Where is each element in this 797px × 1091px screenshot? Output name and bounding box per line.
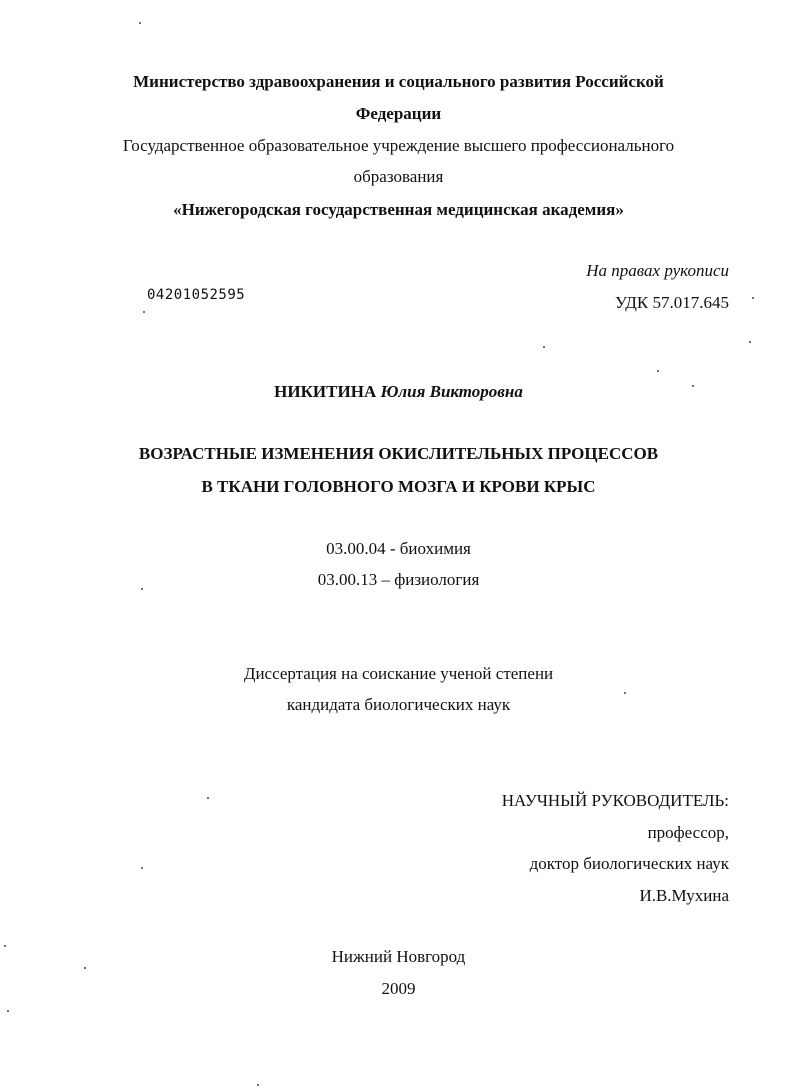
scan-speck — [139, 22, 141, 24]
author-surname: НИКИТИНА — [274, 382, 377, 401]
supervisor-position: профессор, — [647, 823, 729, 842]
city: Нижний Новгород — [331, 947, 466, 966]
ministry-line-1: Министерство здравоохранения и социального развития Российской — [133, 72, 664, 91]
scan-speck — [141, 867, 143, 869]
thesis-title-line-1: ВОЗРАСТНЫЕ ИЗМЕНЕНИЯ ОКИСЛИТЕЛЬНЫХ ПРОЦЕССОВ — [138, 444, 659, 463]
thesis-title-line-2: В ТКАНИ ГОЛОВНОГО МОЗГА И КРОВИ КРЫС — [201, 477, 596, 496]
scan-speck — [7, 1010, 9, 1012]
author-given-names: Юлия Викторовна — [380, 382, 523, 401]
specialty-biochemistry: 03.00.04 - биохимия — [326, 539, 471, 558]
degree-line-2: кандидата биологических наук — [286, 695, 511, 714]
scan-speck — [84, 967, 86, 969]
scan-speck — [543, 346, 545, 348]
academy-name: «Нижегородская государственная медицинская академия» — [173, 200, 624, 219]
scan-speck — [4, 945, 6, 947]
supervisor-degree: доктор биологических наук — [529, 854, 729, 873]
specialty-physiology: 03.00.13 – физиология — [317, 570, 480, 589]
scan-speck — [257, 1084, 259, 1086]
ministry-line-2: Федерации — [355, 104, 442, 123]
scan-speck — [692, 385, 694, 387]
author-name — [0, 382, 797, 402]
scan-speck — [143, 311, 145, 313]
supervisor-name: И.В.Мухина — [639, 886, 729, 905]
institution-line-2: образования — [353, 167, 444, 186]
scan-speck — [657, 370, 659, 372]
udc-code: УДК 57.017.645 — [614, 293, 729, 312]
scan-speck — [624, 692, 626, 694]
year: 2009 — [381, 979, 416, 998]
degree-line-1: Диссертация на соискание ученой степени — [243, 664, 554, 683]
scan-speck — [749, 341, 751, 343]
scan-speck — [752, 297, 754, 299]
institution-line-1: Государственное образовательное учреждение высшего профессионального — [122, 136, 675, 155]
supervisor-heading: НАУЧНЫЙ РУКОВОДИТЕЛЬ: — [501, 791, 729, 810]
scan-speck — [141, 588, 143, 590]
manuscript-rights-note: На правах рукописи — [586, 261, 729, 280]
scan-speck — [207, 797, 209, 799]
archive-stamp-number: 04201052595 — [147, 287, 246, 303]
